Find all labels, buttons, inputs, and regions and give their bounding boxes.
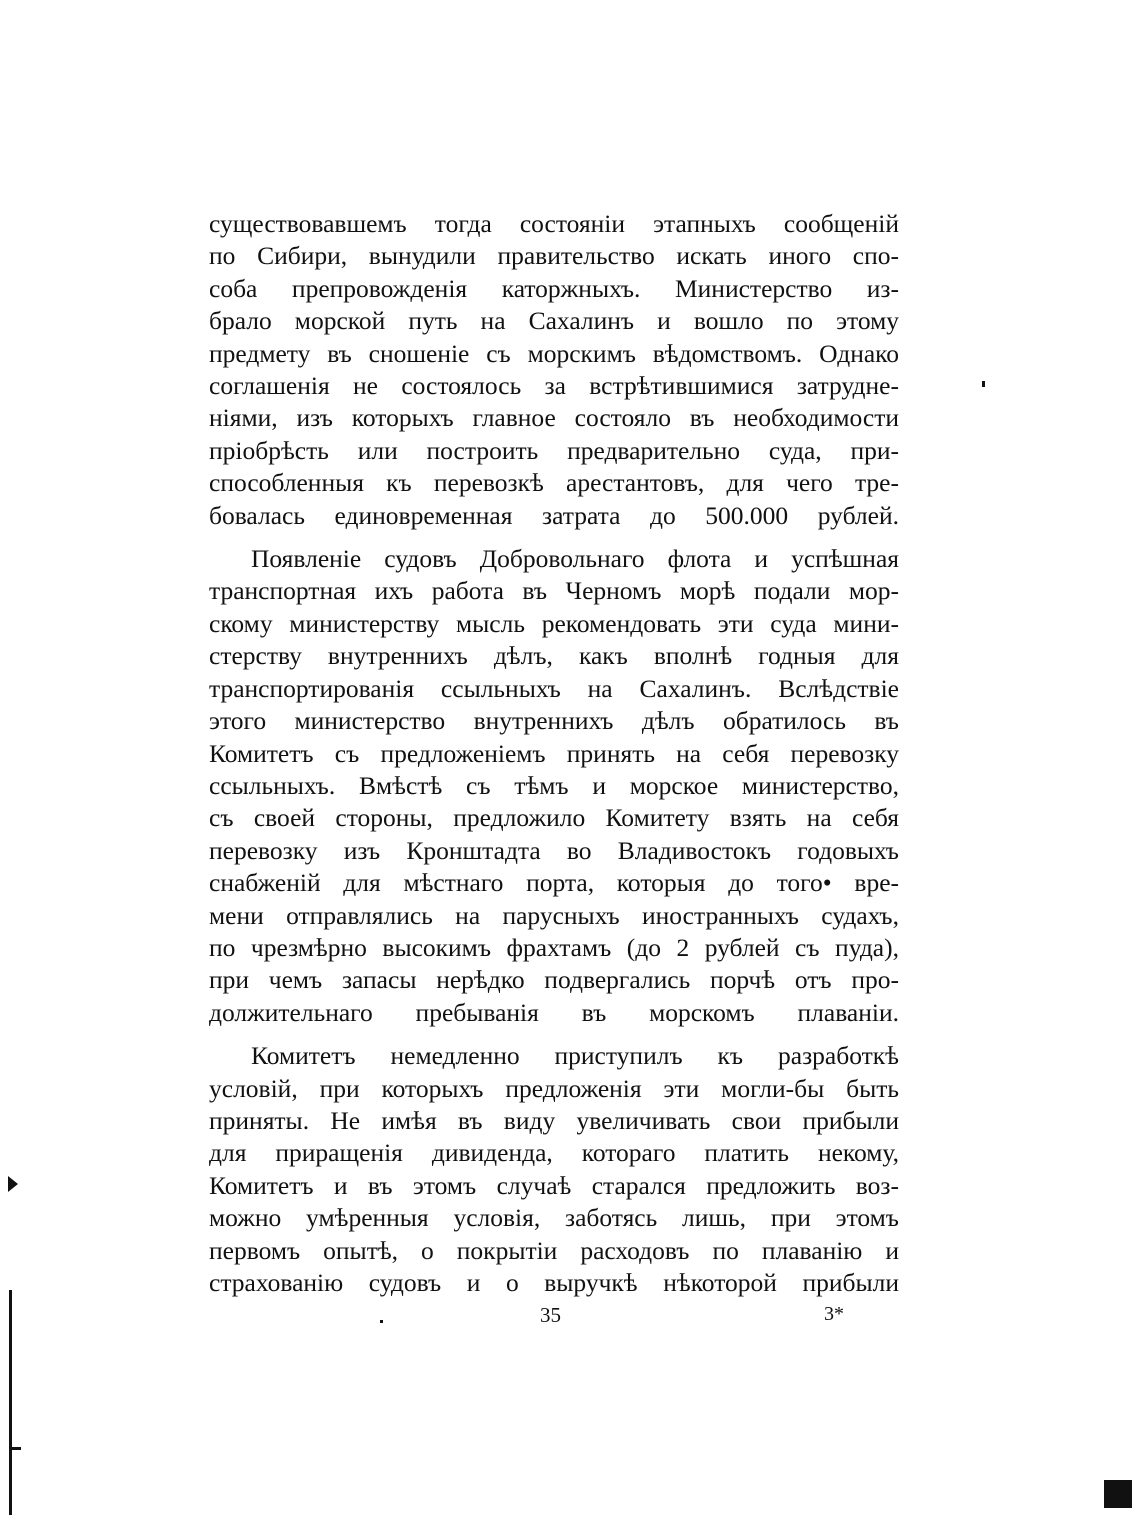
scan-edge-line	[9, 1290, 12, 1515]
text-line: предмету въ сношеніе съ морскимъ вѣдомствомъ. Однако	[209, 338, 899, 368]
scan-speck	[380, 1320, 383, 1323]
text-line: скому министерству мысль рекомендовать эти суда мини-	[209, 608, 899, 638]
signature-mark: 3*	[824, 1303, 844, 1325]
text-line: мени отправлялись на парусныхъ иностранныхъ судахъ,	[209, 900, 899, 930]
text-line: по Сибири, вынудили правительство искать иного спо-	[209, 241, 899, 271]
text-line: снабженій для мѣстнаго порта, которыя до того• вре-	[209, 868, 899, 898]
text-line: транспортная ихъ работа въ Черномъ морѣ подали мор-	[209, 576, 899, 606]
text-line: стерству внутреннихъ дѣлъ, какъ вполнѣ годныя для	[209, 641, 899, 671]
text-line: можно умѣренныя условія, заботясь лишь, при этомъ	[209, 1203, 899, 1233]
page-number: 35	[540, 1303, 561, 1327]
text-line: транспортированія ссыльныхъ на Сахалинъ. Вслѣдствіе	[209, 673, 899, 703]
text-line: бовалась единовременная затрата до 500.000 рублей.	[209, 500, 899, 530]
text-line: Комитетъ съ предложеніемъ принять на себя перевозку	[209, 738, 899, 768]
text-line: ссыльныхъ. Вмѣстѣ съ тѣмъ и морское министерство,	[209, 770, 899, 800]
scan-corner-block	[1104, 1480, 1132, 1508]
text-line: страхованію судовъ и о выручкѣ нѣкоторой прибыли	[209, 1268, 899, 1297]
scan-edge-hook	[9, 1447, 21, 1450]
paragraph-3	[209, 1040, 899, 1299]
paragraph-1	[209, 208, 899, 532]
paragraph-2	[209, 543, 899, 1029]
text-line: при чемъ запасы нерѣдко подвергались порчѣ отъ про-	[209, 965, 899, 995]
scan-arrow-mark	[8, 1176, 18, 1192]
text-line: соглашенія не состоялось за встрѣтившимися затрудне-	[209, 371, 899, 401]
text-line: ніями, изъ которыхъ главное состояло въ необходимости	[209, 403, 899, 433]
text-line: способленныя къ перевозкѣ арестантовъ, для чего тре-	[209, 468, 899, 498]
text-line: соба препровожденія каторжныхъ. Министерство из-	[209, 273, 899, 303]
text-line: условій, при которыхъ предложенія эти могли-бы быть	[209, 1073, 899, 1103]
text-line: должительнаго пребыванія въ морскомъ плаваніи.	[209, 997, 899, 1027]
text-line: существовавшемъ тогда состояніи этапныхъ сообщеній	[209, 209, 899, 238]
text-line: пріобрѣсть или построить предварительно суда, при-	[209, 435, 899, 465]
text-line: первомъ опытѣ, о покрытіи расходовъ по плаванію и	[209, 1235, 899, 1265]
text-line: Комитетъ немедленно приступилъ къ разработкѣ	[251, 1041, 899, 1071]
text-line: по чрезмѣрно высокимъ фрахтамъ (до 2 рублей съ пуда),	[209, 932, 899, 962]
text-line: приняты. Не имѣя въ виду увеличивать свои прибыли	[209, 1105, 899, 1135]
text-line: для приращенія дивиденда, котораго платить некому,	[209, 1138, 899, 1168]
text-line: Комитетъ и въ этомъ случаѣ старался предложить воз-	[209, 1170, 899, 1200]
text-line: брало морской путь на Сахалинъ и вошло по этому	[209, 306, 899, 336]
scan-speck	[982, 381, 985, 387]
text-line: этого министерство внутреннихъ дѣлъ обратилось въ	[209, 706, 899, 736]
text-block	[209, 208, 899, 1299]
text-line: Появленіе судовъ Добровольнаго флота и успѣшная	[251, 544, 899, 574]
text-line: перевозку изъ Кронштадта во Владивостокъ годовыхъ	[209, 835, 899, 865]
text-line: съ своей стороны, предложило Комитету взять на себя	[209, 803, 899, 833]
